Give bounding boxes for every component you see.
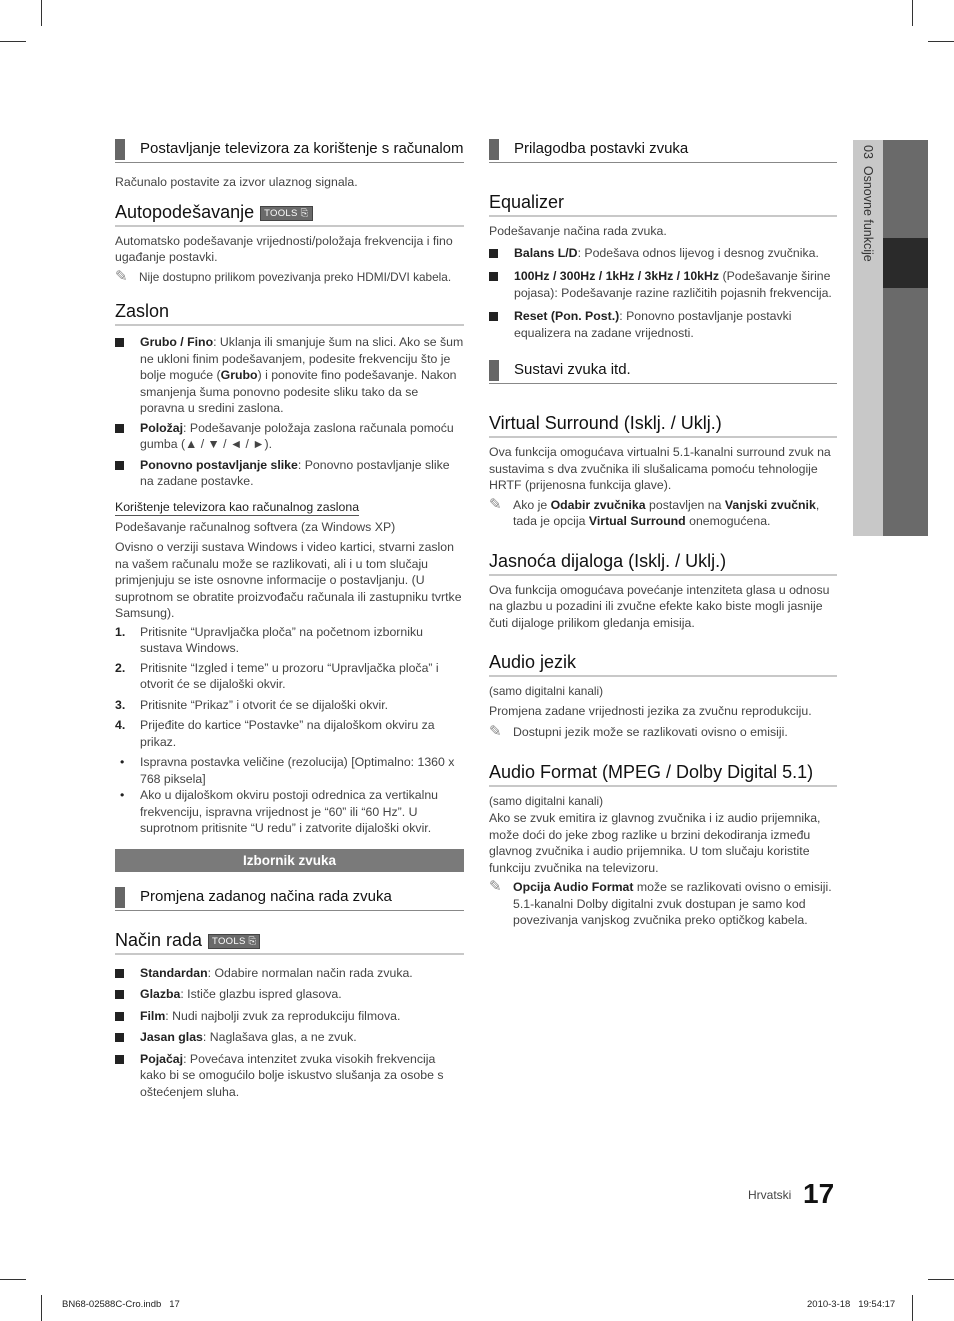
pencil-icon: ✎ [489,723,502,740]
list-item [489,268,837,301]
section-heading-adjust: Prilagodba postavki zvuka [489,136,837,163]
note-text: postavljen na [645,497,725,512]
autotune-note-text: Nije dostupno prilikom povezivanja preko HDMI/DVI kabela. [139,269,452,284]
pc-use-p2: Ovisno o verziji sustava Windows i video kartici, stvarni zaslon na vašem računalu može se razlikovati, ali i u tom slučaju primjenjuju se iste osnovne informacije o postavljanju. (U suprotnom se obratite proizvođaču računala ili zastupniku tvrtke Samsung). [115,540,462,620]
list-item [115,457,464,490]
bullet-dot-icon: • [120,755,125,769]
crop-mark [0,1279,26,1280]
item-text: : Naglašava glas, a ne zvuk. [202,1030,357,1044]
bullet-square-icon [115,990,124,999]
note-text: Ako je [513,497,551,512]
audio-format-sub: (samo digitalni kanali) [489,793,604,808]
list-item [115,1029,464,1046]
audio-language-sub: (samo digitalni kanali) [489,684,604,698]
note-term: Opcija Audio Format [513,880,634,894]
item-text: : Odabire normalan način rada zvuka. [207,965,413,980]
equalizer-title: Equalizer [489,191,837,217]
step-item [115,624,464,657]
autotune-title [115,201,464,227]
item-term: Jasan glas [140,1030,203,1044]
sound-menu-bar: Izbornik zvuka [115,849,464,872]
step-text: Pritisnite “Izgled i teme” u prozoru “Upravljačka ploča” i otvorit će se dijaloški okvir. [140,660,439,691]
step-text: Pritisnite “Prikaz” i otvorit će se dijaloški okvir. [140,697,389,712]
bullet-square-icon [115,424,124,433]
item-term: Reset (Pon. Post.) [514,309,620,323]
right-column [489,136,837,929]
note-text: može se razlikovati ovisno o emisiji. 5.1-kanalni Dolby digitalni zvuk dostupan je samo kod povezivanja vanjskog zvučnika preko optičkog kabela. [513,880,832,927]
item-term: Ponovno postavljanje slike [140,457,298,472]
chapter-tab-label [861,145,875,262]
dialog-clarity-text: Ova funkcija omogućava povećanje intenziteta glasa u odnosu na glazbu u pozadini ili zvučne efekte kako biste mogli jasnije čuti dijaloge prilikom gledanja emisija. [489,582,830,630]
audio-format-text: Ako se zvuk emitira iz glavnog zvučnika i iz audio prijemnika, može doći do jeke zbog razlike u brzini dekodiranja između glavnog zvučnika i audio prijemnika. U tom slučaju koristite funkciju zvučnika na televizoru. [489,811,821,875]
list-item [489,245,837,262]
pc-use-heading-wrap [115,498,464,516]
list-item [115,965,464,982]
list-item [115,420,464,453]
crop-mark [912,1295,913,1321]
chapter-tab-dark [883,140,928,536]
list-item [115,986,464,1003]
bullet-square-icon [115,1033,124,1042]
print-slug-file: BN68-02588C-Cro.indb 17 [62,1299,180,1310]
note-term: Vanjski zvučnik [724,497,816,512]
item-term: Film [140,1008,166,1023]
autotune-text: Automatsko podešavanje vrijednosti/položaja frekvencija i fino ugađanje postavki. [115,233,453,264]
item-term: 100Hz / 300Hz / 1kHz / 3kHz / 10kHz [514,269,720,283]
crop-mark [928,41,954,42]
tools-badge: TOOLS ⎘ [208,934,260,949]
page-number: 17 [803,1178,835,1209]
item-term: Grubo / Fino [140,335,214,349]
step-number: 2. [115,660,126,675]
bullet-dot-icon: • [120,788,125,802]
audio-language-text: Promjena zadane vrijednosti jezika za zvučnu reprodukciju. [489,703,812,718]
crop-mark [912,0,913,26]
mode-title-text: Način rada [115,929,203,950]
section-heading-systems: Sustavi zvuka itd. [489,357,837,384]
tools-label: TOOLS [212,935,246,947]
dot-text: Ako u dijaloškom okviru postoji odrednica za vertikalnu frekvenciju, ispravna vrijednost je “60” ili “60 Hz”. U suprotnom pritisnite “U redu” i zatvorite dijaloški okvir. [140,788,439,835]
step-text: Pritisnite “Upravljačka ploča” na početnom izborniku sustava Windows. [140,624,423,655]
list-item [115,1008,464,1025]
audio-format-title: Audio Format (MPEG / Dolby Digital 5.1) [489,761,837,787]
dot-text: Ispravna postavka veličine (rezolucija) [Optimalno: 1360 x 768 piksela] [140,755,455,786]
screen-title: Zaslon [115,300,464,326]
step-number: 1. [115,624,126,639]
bullet-square-icon [115,1012,124,1021]
left-column [115,136,464,1100]
step-number: 3. [115,697,126,712]
chapter-tab-marker [883,238,928,288]
bullet-square-icon [115,338,124,347]
dot-item [115,754,464,787]
chapter-number: 03 [861,145,875,159]
tools-label: TOOLS [264,207,298,219]
bullet-square-icon [489,312,498,321]
pencil-icon: ✎ [489,495,502,513]
equalizer-list [489,245,837,342]
mode-title [115,929,464,955]
item-term: Balans L/D [514,245,578,260]
chapter-title: Osnovne funkcije [861,165,875,262]
screen-list [115,334,464,490]
item-text: : Nudi najbolji zvuk za reprodukciju filmova. [165,1008,401,1023]
bullet-square-icon [489,272,498,281]
pc-use-p1: Podešavanje računalnog softvera (za Windows XP) [115,519,396,534]
crop-mark [41,0,42,26]
list-item [115,334,464,417]
list-item [115,1051,464,1101]
equalizer-text: Podešavanje načina rada zvuka. [489,224,667,238]
step-item [115,697,464,714]
note-term: Odabir zvučnika [550,497,646,512]
step-number: 4. [115,718,126,732]
crop-mark [0,41,26,42]
item-term: Pojačaj [140,1051,184,1066]
section-heading-mode: Promjena zadanog načina rada zvuka [115,884,464,911]
dialog-clarity-title: Jasnoća dijaloga (Isklj. / Uklj.) [489,550,837,576]
audio-language-title: Audio jezik [489,651,837,677]
item-text: : Ponovno postavljanje slike na zadane postavke. [140,457,450,488]
pencil-icon: ✎ [115,267,128,285]
bullet-square-icon [115,1055,124,1064]
note-text: Dostupni jezik može se razlikovati ovisno o emisiji. [513,725,788,739]
crop-mark [41,1295,42,1321]
item-text: : Ističe glazbu ispred glasova. [180,987,342,1001]
mode-list [115,965,464,1101]
bullet-square-icon [115,461,124,470]
item-text: (Podešavanje širine pojasa): Podešavanje razine različitih pojasnih frekvencija. [514,269,832,300]
item-text: : Podešava odnos lijevog i desnog zvučnika. [577,245,819,260]
note-text: , tada je opcija [513,497,820,528]
footer-language: Hrvatski [748,1188,792,1202]
item-term: Grubo [220,368,258,382]
audio-language-note [489,724,837,741]
audio-format-note [489,879,837,929]
item-text: : Podešavanje položaja zaslona računala pomoću gumba (▲ / ▼ / ◄ / ►). [140,420,454,451]
virtual-surround-note [489,497,837,530]
step-item [115,717,464,750]
virtual-surround-text: Ova funkcija omogućava virtualni 5.1-kanalni surround zvuk na sustavima s dva zvučnika ili slušalicama pomoću tehnologije HRTF (prijenosna funkcija glave). [489,445,831,492]
pc-use-heading: Korištenje televizora kao računalnog zaslona [115,499,360,514]
step-text: Prijeđite do kartice “Postavke” na dijaloškom okviru za prikaz. [140,718,435,749]
note-text: onemogućena. [685,514,771,528]
virtual-surround-title: Virtual Surround (Isklj. / Uklj.) [489,412,837,438]
step-item [115,660,464,693]
note-term: Virtual Surround [588,514,686,528]
pencil-icon: ✎ [489,878,502,895]
bullet-square-icon [489,249,498,258]
item-text: : Uklanja ili smanjuje šum na slici. Ako se šum ne ukloni finim podešavanjem, podesite frekvenciju što je bolje moguće ( [140,335,464,382]
autotune-title-text: Autopodešavanje [115,201,255,222]
tools-badge: TOOLS ⎘ [260,206,312,221]
item-text: : Povećava intenzitet zvuka visokih frekvencija kako bi se omogućilo bolje iskustvo slušanja za osobe s oštećenjem sluha. [140,1051,444,1099]
item-text: ) i ponovite fino podešavanje. Nakon smanjenja šuma ponovno podesite sliku tako da se poravna u sredini zaslona. [140,368,457,415]
pc-intro: Računalo postavite za izvor ulaznog signala. [115,175,358,189]
list-item [489,308,837,341]
item-text: : Ponovno postavljanje postavki equalizera na zadane vrijednosti. [514,309,792,340]
dot-item [115,787,464,837]
steps-list [115,624,464,837]
crop-mark [928,1279,954,1280]
bullet-square-icon [115,969,124,978]
item-term: Glazba [140,987,181,1001]
item-term: Standardan [140,965,208,980]
section-heading-pc: Postavljanje televizora za korištenje s računalom [115,136,464,163]
autotune-note [115,269,464,286]
print-slug-date: 2010-3-18 19:54:17 [807,1299,896,1310]
item-term: Položaj [140,420,184,435]
